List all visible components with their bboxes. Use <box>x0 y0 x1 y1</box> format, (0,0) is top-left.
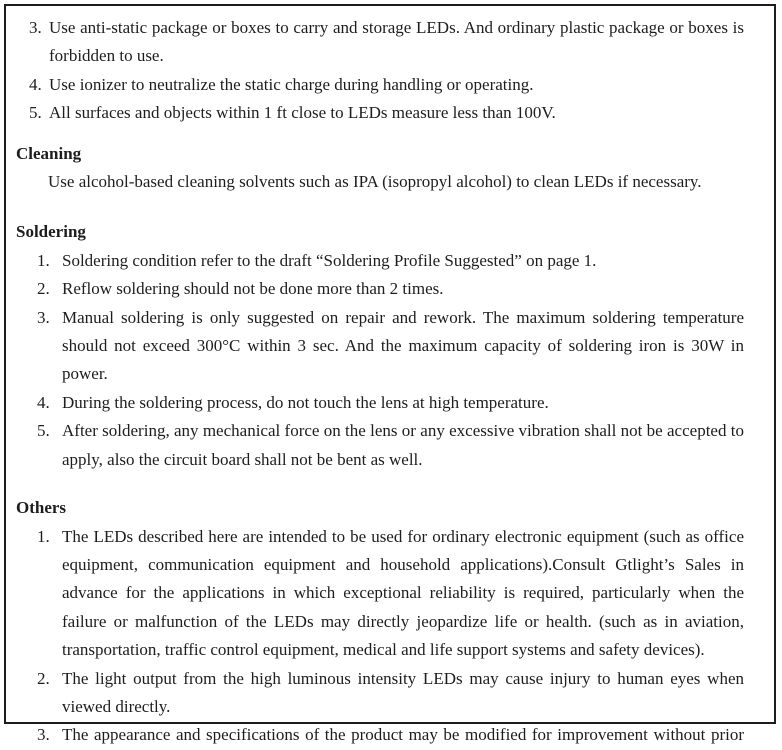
list-item-marker: 1. <box>37 526 50 546</box>
list-item-text: Soldering condition refer to the draft “Soldering Profile Suggested” on page 1. <box>62 250 597 270</box>
section-heading-soldering: Soldering <box>16 222 86 242</box>
list-item-text: Use ionizer to neutralize the static charge during handling or operating. <box>49 74 534 94</box>
list-item <box>16 389 744 417</box>
list-item-marker: 5. <box>29 103 42 123</box>
list-item-text: After soldering, any mechanical force on the lens or any excessive vibration shall not be accepted to apply, also the circuit board shall not be bent as well. <box>62 421 744 469</box>
section-heading-others: Others <box>16 498 67 518</box>
section-heading-cleaning: Cleaning <box>16 143 82 163</box>
esd-precautions-list <box>16 14 744 128</box>
list-item <box>16 417 744 474</box>
cleaning-body-text: Use alcohol-based cleaning solvents such as IPA (isopropyl alcohol) to clean LEDs if necessary. <box>48 172 702 192</box>
list-item-text: Use anti-static package or boxes to carry and storage LEDs. And ordinary plastic package or boxes is forbidden to use. <box>49 18 744 66</box>
list-item <box>16 275 744 303</box>
page-border-frame <box>4 4 776 745</box>
others-list <box>16 523 744 750</box>
list-item-marker: 3. <box>29 18 42 37</box>
list-item <box>16 247 744 275</box>
list-item-text: Reflow soldering should not be done more than 2 times. <box>62 279 444 299</box>
list-item-text: During the soldering process, do not touch the lens at high temperature. <box>62 392 549 412</box>
list-item <box>16 721 744 749</box>
list-item-text: The appearance and specifications of the product may be modified for improvement without prior <box>62 725 744 745</box>
list-item-marker: 4. <box>37 392 50 412</box>
list-item <box>16 523 744 665</box>
list-item-marker: 5. <box>37 421 50 441</box>
list-item-text: The light output from the high luminous intensity LEDs may cause injury to human eyes when viewed directly. <box>62 668 744 716</box>
list-item-marker: 4. <box>29 74 42 94</box>
list-item-marker: 1. <box>37 250 50 270</box>
list-item <box>16 99 744 127</box>
list-item <box>16 304 744 389</box>
list-item <box>16 14 744 71</box>
list-item-text: Manual soldering is only suggested on repair and rework. The maximum soldering temperature should not exceed 300°C within 3 sec. And the maximum capacity of soldering iron is 30W in power. <box>62 307 744 384</box>
list-item <box>16 665 744 722</box>
list-item-text: All surfaces and objects within 1 ft close to LEDs measure less than 100V. <box>49 103 556 123</box>
list-item-marker: 3. <box>37 307 50 327</box>
list-item-text: The LEDs described here are intended to be used for ordinary electronic equipment (such as office equipment, communication equipment and household applications).Consult Gtlight’s Sales in advance for the applications in which exceptional reliability is required, particularly when the failure or malfunction of the LEDs may directly jeopardize life or health. (such as in aviation, transportation, traffic control equipment, medical and life support systems and safety devices). <box>62 526 744 660</box>
list-item <box>16 71 744 99</box>
list-item-marker: 3. <box>37 725 50 745</box>
list-item-marker: 2. <box>37 668 50 688</box>
soldering-list <box>16 247 744 474</box>
list-item-marker: 2. <box>37 279 50 299</box>
